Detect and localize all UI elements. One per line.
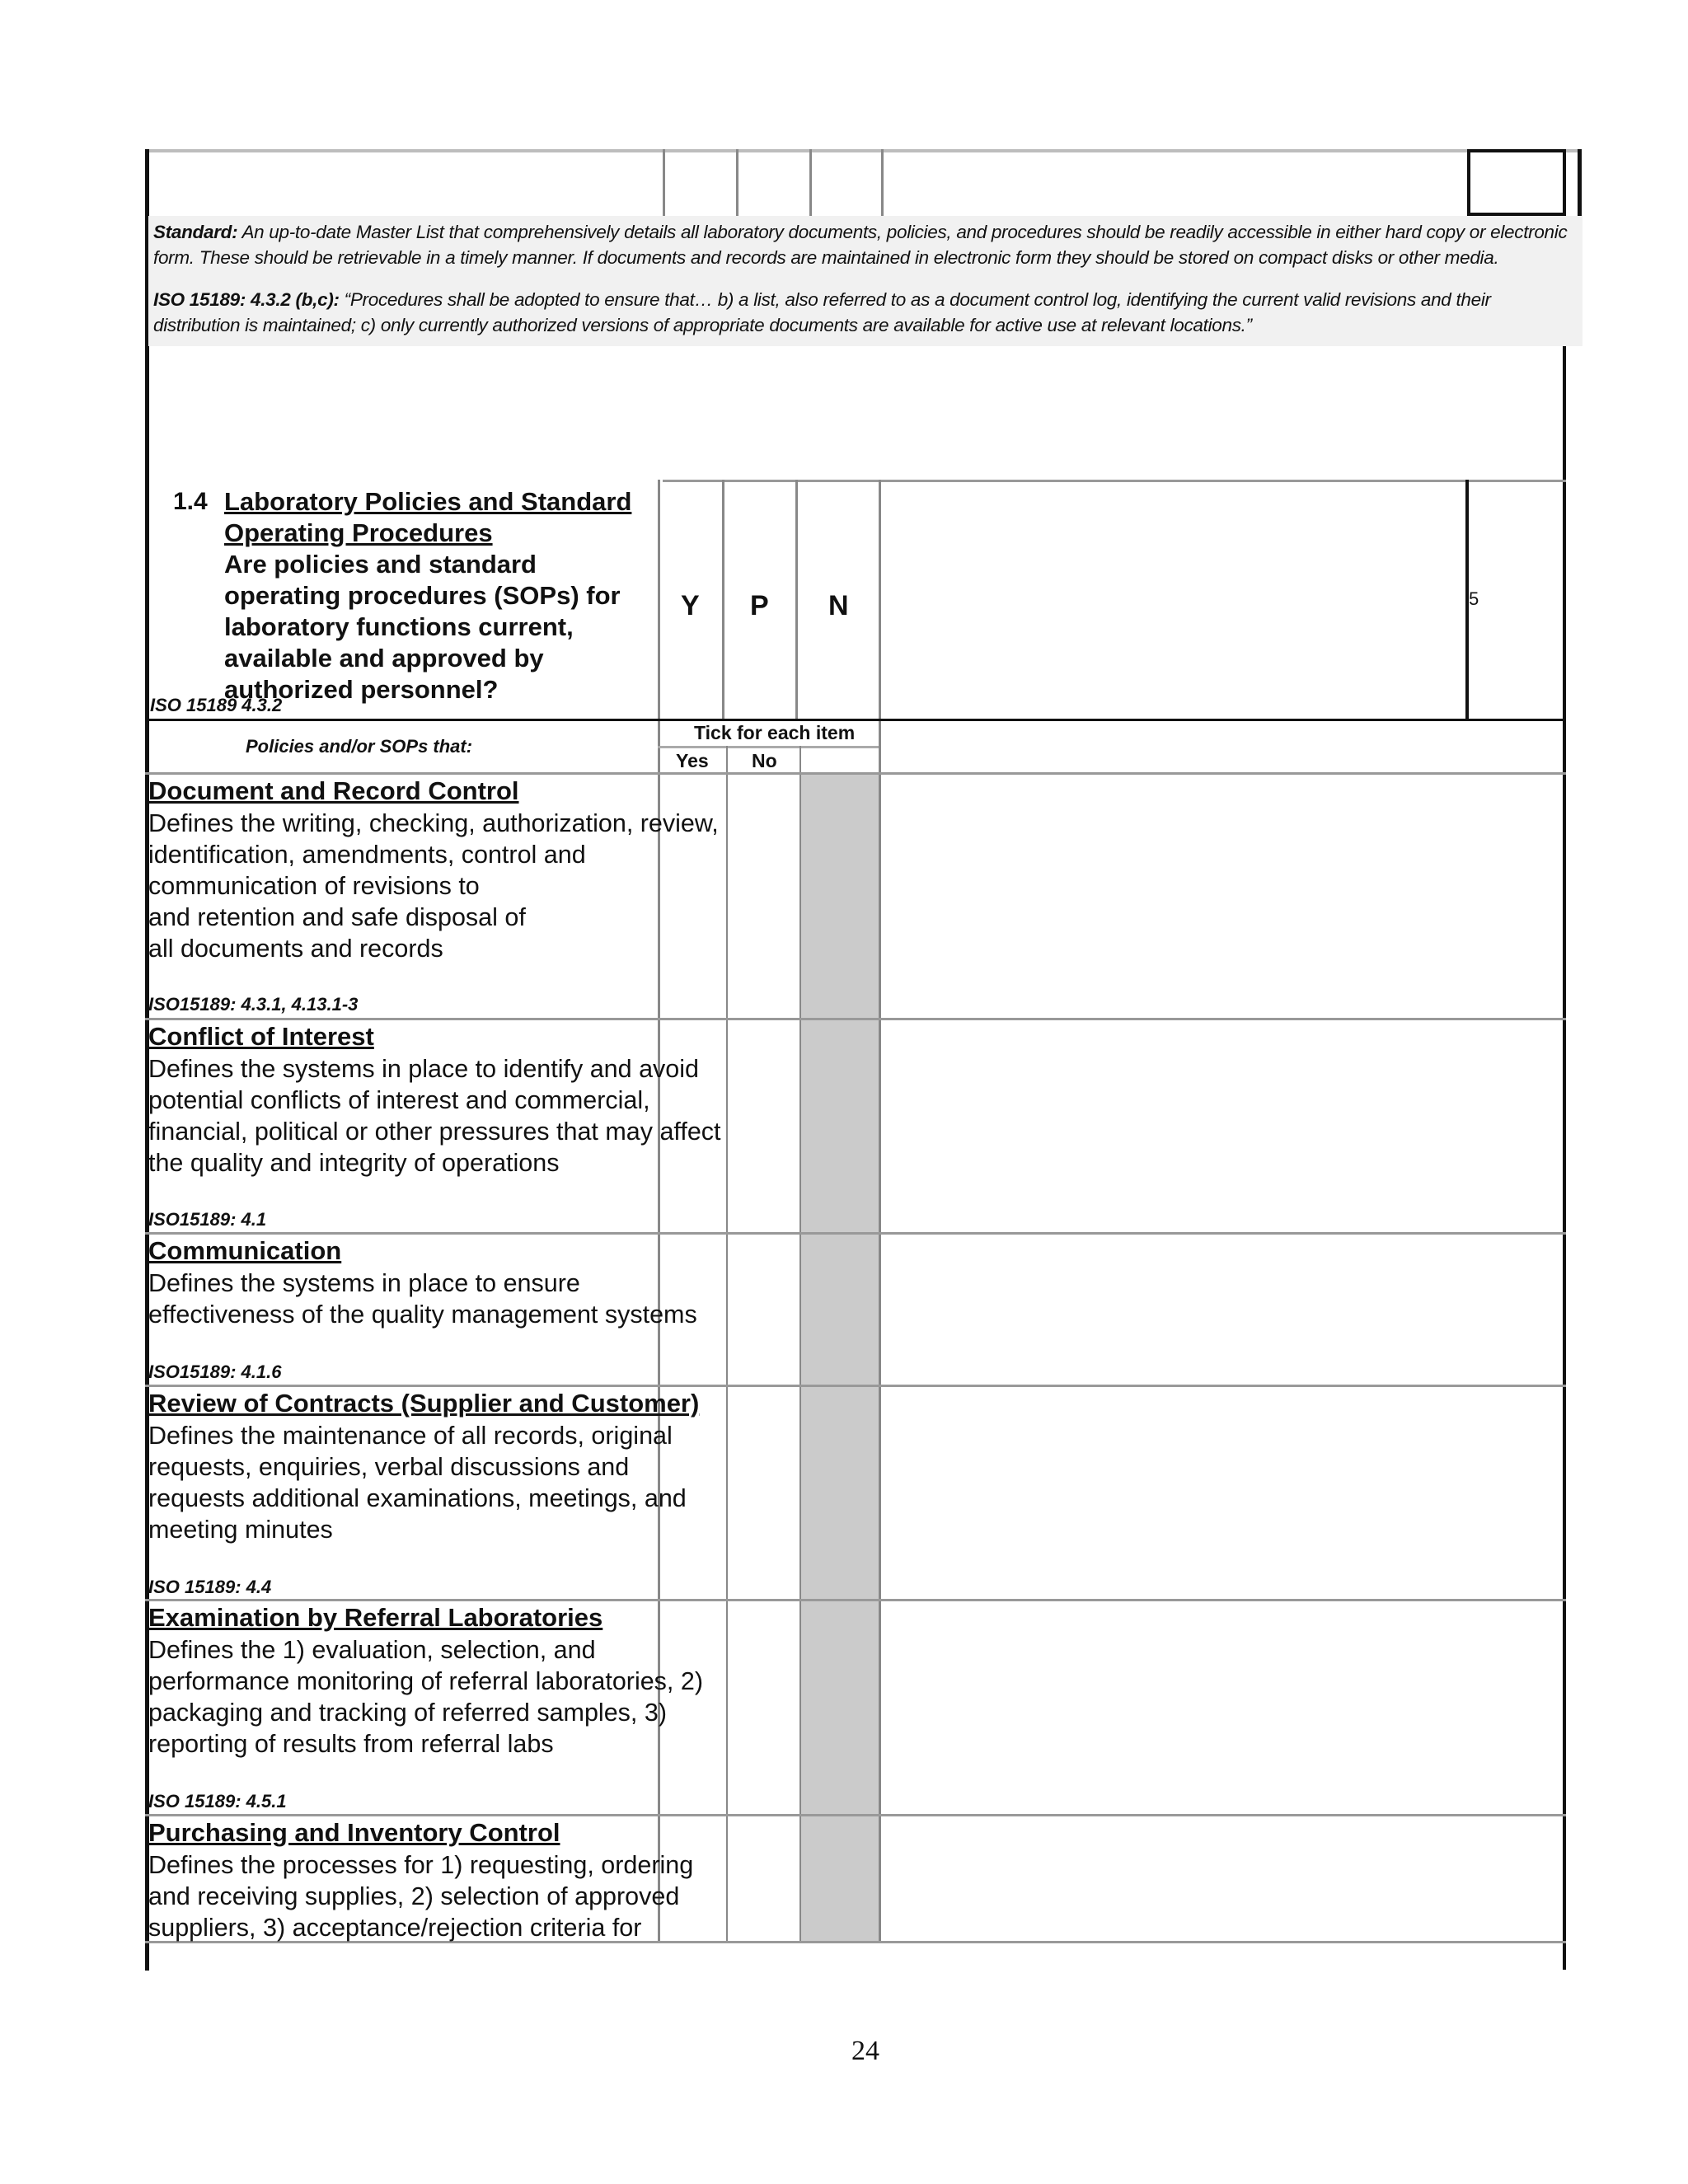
desc-line: communication of revisions to — [148, 872, 480, 900]
desc-line: performance monitoring of referral laboratories, 2) — [148, 1667, 703, 1695]
divider — [145, 1385, 1566, 1387]
desc-line: suppliers, 3) acceptance/rejection criteria for — [148, 1914, 642, 1942]
divider — [145, 719, 1566, 721]
shaded-column — [801, 775, 879, 1941]
desc-line: Defines the maintenance of all records, original — [148, 1422, 673, 1450]
option-p[interactable]: P — [750, 590, 769, 621]
item-title: Document and Record Control — [148, 776, 519, 805]
desc-line: Defines the writing, checking, authorization, review, — [148, 809, 719, 837]
desc-line: potential conflicts of interest and commercial, — [148, 1086, 650, 1114]
desc-line: identification, amendments, control and — [148, 841, 586, 869]
item-iso-ref: ISO 15189: 4.4 — [148, 1577, 272, 1597]
desc-line: the quality and integrity of operations — [148, 1149, 560, 1177]
table-header-label: Policies and/or SOPs that: — [246, 736, 473, 757]
divider — [1578, 149, 1582, 216]
desc-line: effectiveness of the quality management systems — [148, 1301, 697, 1329]
divider — [145, 1599, 1566, 1601]
section-iso-ref: ISO 15189 4.3.2 — [150, 695, 283, 715]
standard-box — [148, 216, 1582, 346]
divider — [658, 746, 879, 748]
item-description — [148, 1420, 687, 1545]
table-top-border — [145, 149, 1582, 152]
item-iso-ref: ISO 15189: 4.5.1 — [148, 1791, 287, 1811]
item-iso-ref: ISO15189: 4.1.6 — [148, 1361, 282, 1382]
item-title: Conflict of Interest — [148, 1022, 374, 1051]
desc-line: Defines the systems in place to identify and avoid — [148, 1055, 699, 1083]
desc-line: all documents and records — [148, 935, 443, 963]
section-number: 1.4 — [173, 488, 208, 515]
page-number: 24 — [851, 2036, 879, 2066]
section-title: Laboratory Policies and Standard Operating Procedures — [224, 487, 632, 547]
item-title: Examination by Referral Laboratories — [148, 1603, 603, 1632]
standard-iso-text: “Procedures shall be adopted to ensure that… b) a list, also referred to as a document control log, identifying the current valid revisions and their distribution is maintained; c) only currently authorized versions of appropriate documents are available for active use at relevant locations.” — [153, 289, 1491, 335]
divider — [736, 149, 738, 216]
divider — [879, 480, 881, 1941]
item-description — [148, 808, 719, 964]
divider — [145, 1018, 1566, 1020]
desc-line: and retention and safe disposal of — [148, 903, 526, 931]
divider — [726, 746, 728, 1941]
divider — [722, 480, 724, 719]
option-y[interactable]: Y — [681, 590, 700, 621]
desc-line: and receiving supplies, 2) selection of approved — [148, 1882, 680, 1910]
divider — [145, 772, 1566, 775]
desc-line: Defines the processes for 1) requesting, ordering — [148, 1851, 694, 1879]
item-title: Review of Contracts (Supplier and Customer) — [148, 1389, 700, 1418]
item-iso-ref: ISO15189: 4.3.1, 4.13.1-3 — [148, 994, 359, 1015]
item-description — [148, 1849, 693, 1943]
desc-line: requests additional examinations, meetings, and — [148, 1484, 687, 1512]
score-box — [1465, 480, 1566, 719]
standard-label: Standard: — [153, 222, 238, 242]
tick-header: Tick for each item — [694, 722, 856, 743]
divider — [809, 149, 812, 216]
desc-line: meeting minutes — [148, 1516, 333, 1544]
item-description — [148, 1053, 721, 1179]
desc-line: reporting of results from referral labs — [148, 1730, 554, 1758]
divider — [663, 480, 1566, 482]
desc-line: requests, enquiries, verbal discussions and — [148, 1453, 630, 1481]
item-iso-ref: ISO15189: 4.1 — [148, 1209, 267, 1230]
item-description — [148, 1268, 697, 1330]
standard-iso-label: ISO 15189: 4.3.2 (b,c): — [153, 289, 340, 310]
item-description — [148, 1634, 703, 1760]
item-title: Purchasing and Inventory Control — [148, 1818, 560, 1847]
desc-line: Defines the 1) evaluation, selection, and — [148, 1636, 596, 1664]
yes-header: Yes — [676, 750, 709, 771]
divider — [795, 480, 798, 719]
desc-line: financial, political or other pressures that may affect — [148, 1118, 721, 1146]
score-box — [1467, 149, 1566, 216]
option-n[interactable]: N — [828, 590, 849, 621]
section-score: 5 — [1469, 588, 1479, 609]
divider — [663, 149, 665, 216]
section-title-block — [224, 486, 645, 705]
section-question: Are policies and standard operating procedures (SOPs) for laboratory functions current, available and approved by authorized personnel? — [224, 550, 621, 704]
desc-line: packaging and tracking of referred samples, 3) — [148, 1699, 667, 1727]
no-header: No — [752, 750, 777, 771]
divider — [145, 1814, 1566, 1816]
divider — [881, 149, 884, 216]
item-title: Communication — [148, 1236, 342, 1265]
desc-line: Defines the systems in place to ensure — [148, 1269, 580, 1297]
divider — [145, 1232, 1566, 1235]
standard-text: An up-to-date Master List that comprehensively details all laboratory documents, policies, and procedures should be readily accessible in either hard copy or electronic form. These should be retrievable in a timely manner. If documents and records are maintained in electronic form they should be stored on compact disks or other media. — [153, 222, 1568, 268]
